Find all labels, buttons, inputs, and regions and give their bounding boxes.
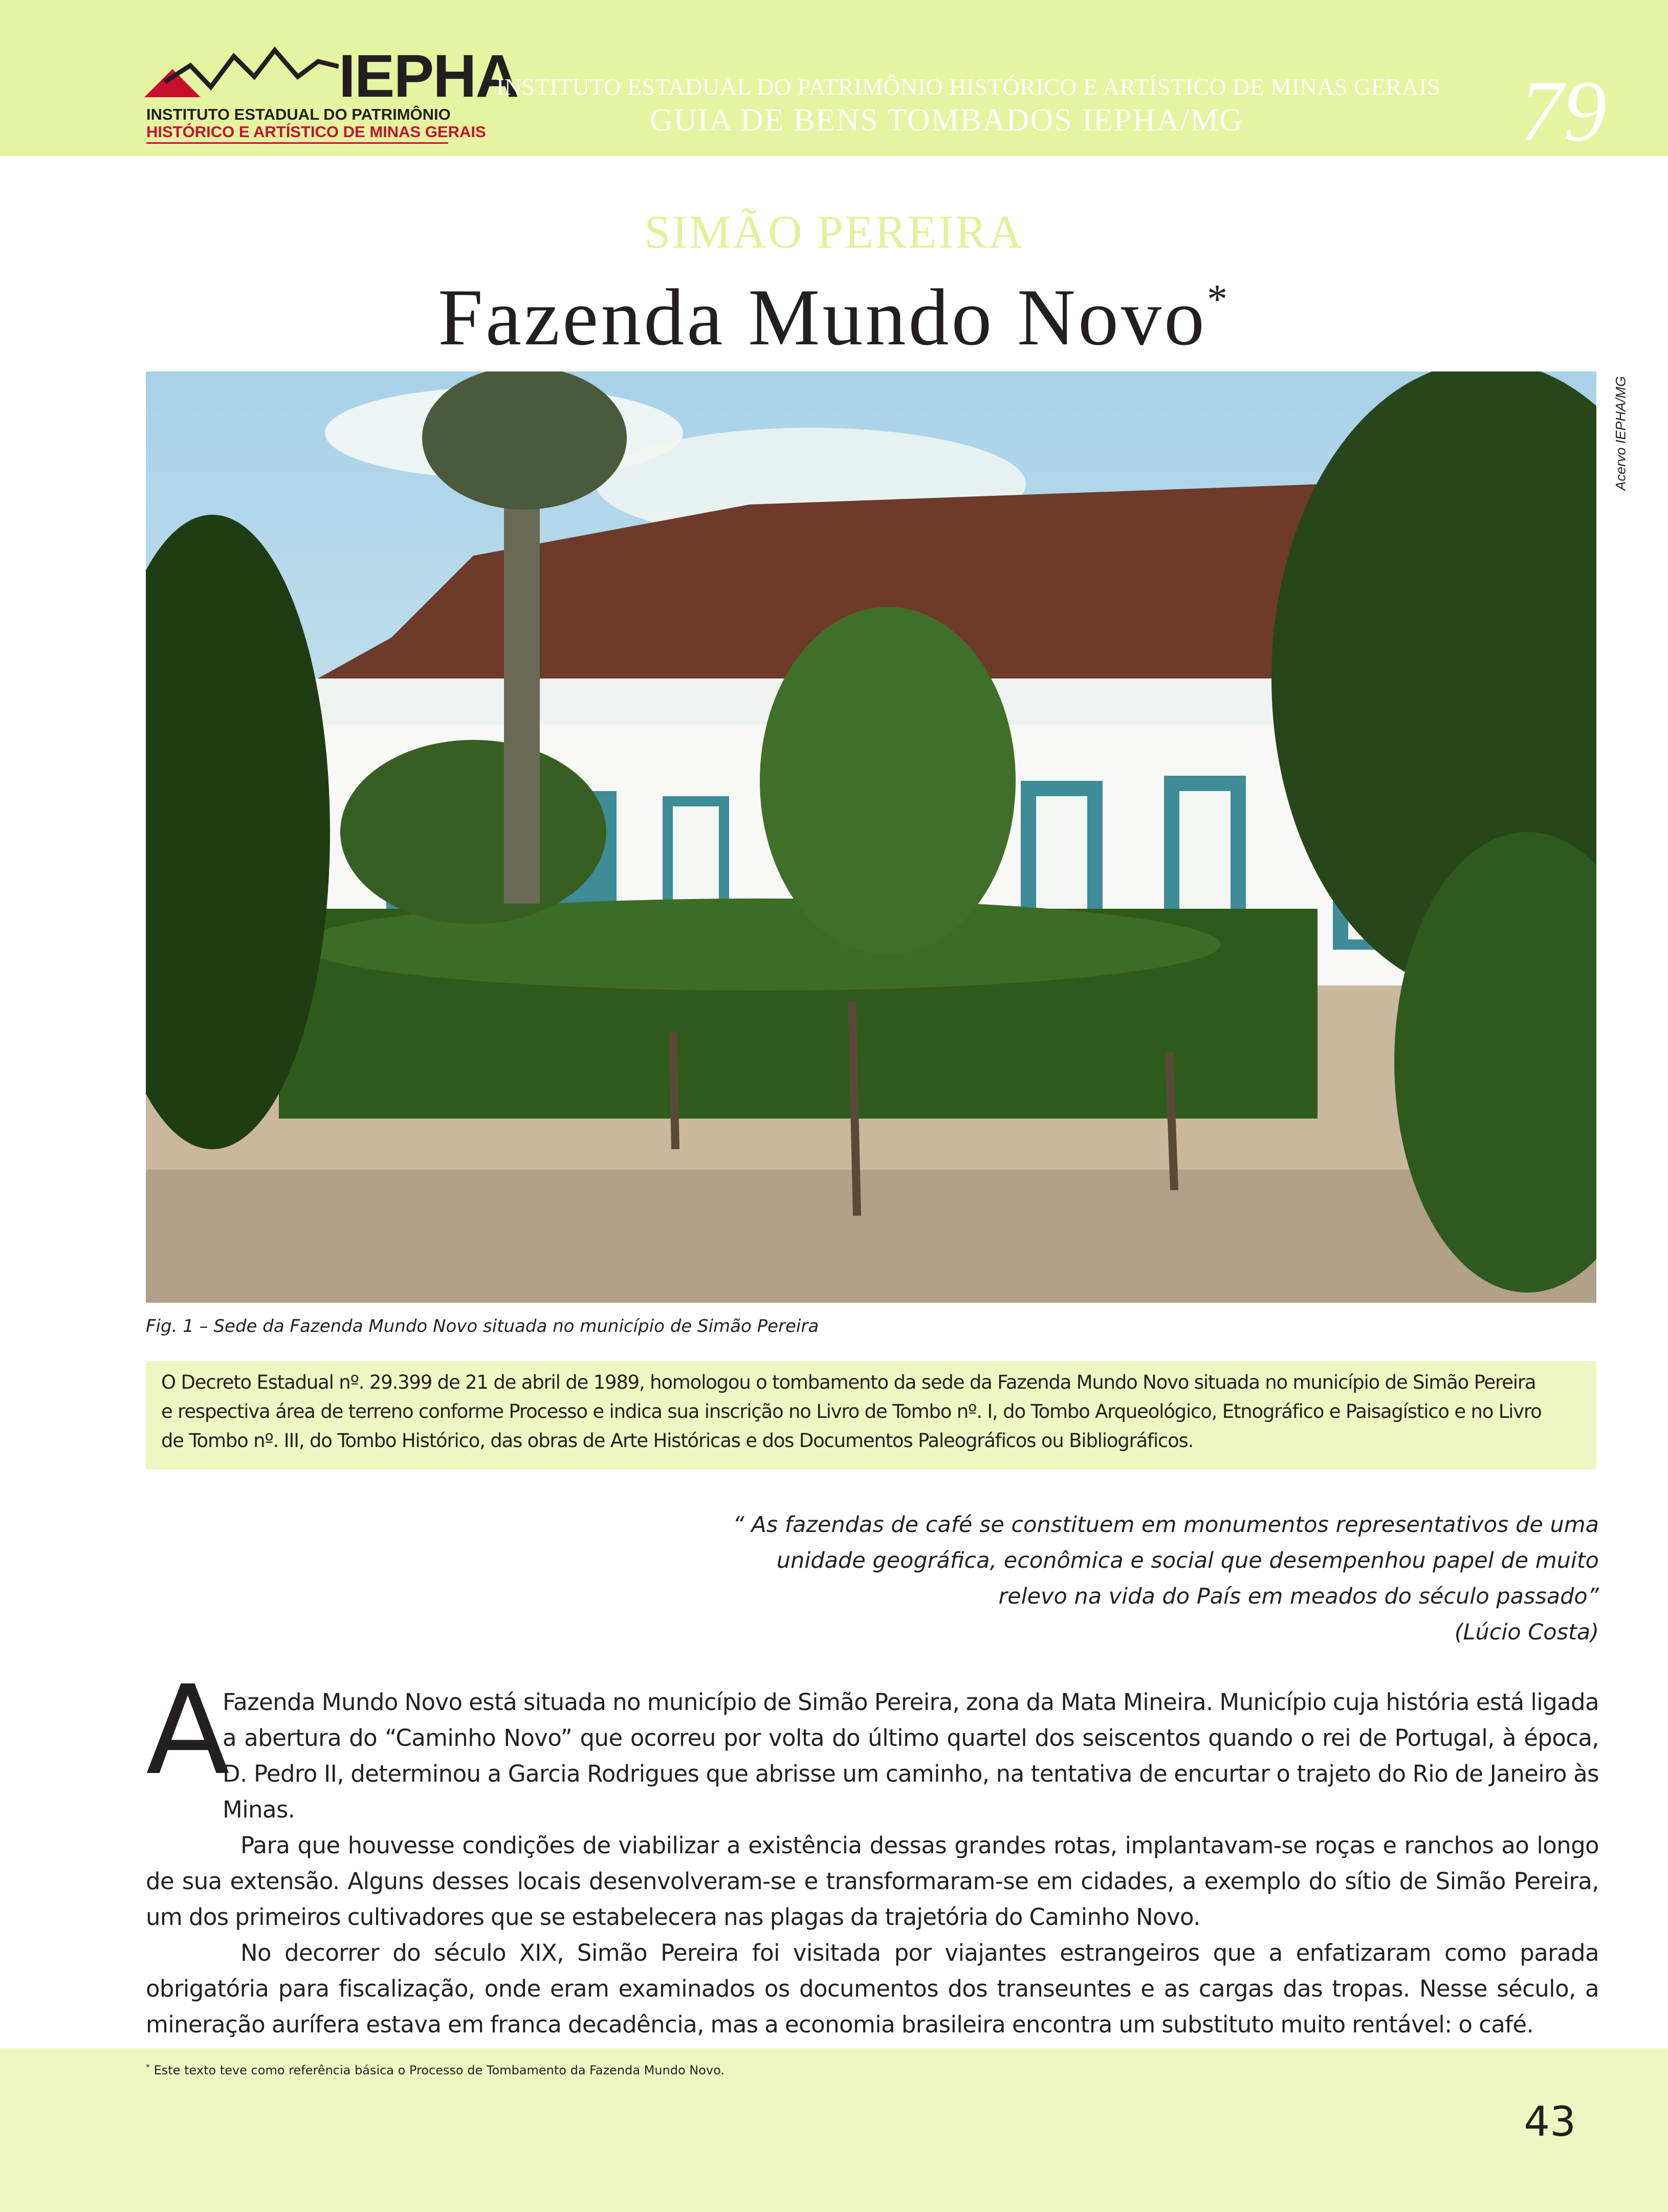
quote-attribution: (Lúcio Costa) <box>1454 1619 1599 1645</box>
paragraph-3: No decorrer do século XIX, Simão Pereira foi visitada por viajantes estrangeiros que a enfatizaram como parada obrigatória para fiscalização, onde eram examinados os documentos dos transeuntes e as cargas das tropas. Nesse século, a mineração aurífera estava em franca decadência, mas a economia brasileira encontra um substituto muito rentável: o café. <box>146 1939 1599 2038</box>
guide-page-number: 79 <box>1520 63 1607 159</box>
decree-box <box>146 1361 1596 1470</box>
article-body <box>146 1659 1599 2043</box>
photo-credit-text: Acervo IEPHA/MG <box>1613 376 1629 491</box>
institute-name: INSTITUTO ESTADUAL DO PATRIMÔNIO HISTÓRICO E ARTÍSTICO DE MINAS GERAIS <box>496 74 1441 100</box>
page-title <box>0 271 1668 364</box>
decree-line: e respectiva área de terreno conforme Processo e indica sua inscrição no Livro de Tombo nº. I, do Tombo Arqueológico, Etnográfico e Paisagístico e no Livro <box>161 1400 1542 1422</box>
iepha-logo <box>144 42 518 148</box>
footnote-text: Este texto teve como referência básica o Processo de Tombamento da Fazenda Mundo Novo. <box>153 2063 725 2077</box>
decree-line: O Decreto Estadual nº. 29.399 de 21 de abril de 1989, homologou o tombamento da sede da Fazenda Mundo Novo situada no município de Simão Pereira <box>161 1371 1536 1393</box>
paragraph-2: Para que houvesse condições de viabilizar a existência dessas grandes rotas, implantavam-se roças e ranchos ao longo de sua extensão. Alguns desses locais desenvolveram-se e transformaram-se em cidades, a exemplo do sítio de Simão Pereira, um dos primeiros cultivadores que se estabelecera nas plagas da trajetória do Caminho Novo. <box>146 1832 1599 1931</box>
paragraph-1: Fazenda Mundo Novo está situada no município de Simão Pereira, zona da Mata Mineira. Município cuja história está ligada a abertura do “Caminho Novo” que ocorreu por volta do último quartel dos seiscentos quando o rei de Portugal, à época, D. Pedro II, determinou a Garcia Rodrigues que abrisse um caminho, na tentativa de encurtar o trajeto do Rio de Janeiro às Minas. <box>223 1689 1599 1823</box>
quote-line: relevo na vida do País em meados do século passado” <box>998 1584 1599 1609</box>
drop-cap: A <box>146 1659 230 1802</box>
city-heading: SIMÃO PEREIRA <box>644 206 1024 258</box>
farmhouse-photo <box>146 371 1596 1303</box>
logo-rule <box>146 142 448 144</box>
footnote-mark: * <box>146 2062 150 2072</box>
title-footnote-mark: * <box>1206 277 1230 322</box>
guide-title: GUIA DE BENS TOMBADOS IEPHA/MG <box>649 103 1244 138</box>
figure-caption: Fig. 1 – Sede da Fazenda Mundo Novo situada no município de Simão Pereira <box>146 1316 819 1337</box>
page-number: 43 <box>1524 2098 1576 2145</box>
logo-subtitle-line2: HISTÓRICO E ARTÍSTICO DE MINAS GERAIS <box>146 123 486 141</box>
title-text: Fazenda Mundo Novo <box>438 273 1207 362</box>
logo-subtitle-line1: INSTITUTO ESTADUAL DO PATRIMÔNIO <box>146 105 451 123</box>
mountain-logo-icon <box>144 46 339 106</box>
quote-line: “ As fazendas de café se constituem em monumentos representativos de uma <box>733 1512 1599 1538</box>
footnote <box>146 2062 725 2077</box>
decree-line: de Tombo nº. III, do Tombo Histórico, das obras de Arte Históricas e dos Documentos Paleográficos ou Bibliográficos. <box>161 1430 1194 1452</box>
quote-line: unidade geográfica, econômica e social que desempenhou papel de muito <box>776 1548 1599 1573</box>
logo-wordmark: IEPHA <box>339 42 518 110</box>
epigraph-quote <box>614 1507 1599 1650</box>
photo-credit <box>1611 376 1631 499</box>
